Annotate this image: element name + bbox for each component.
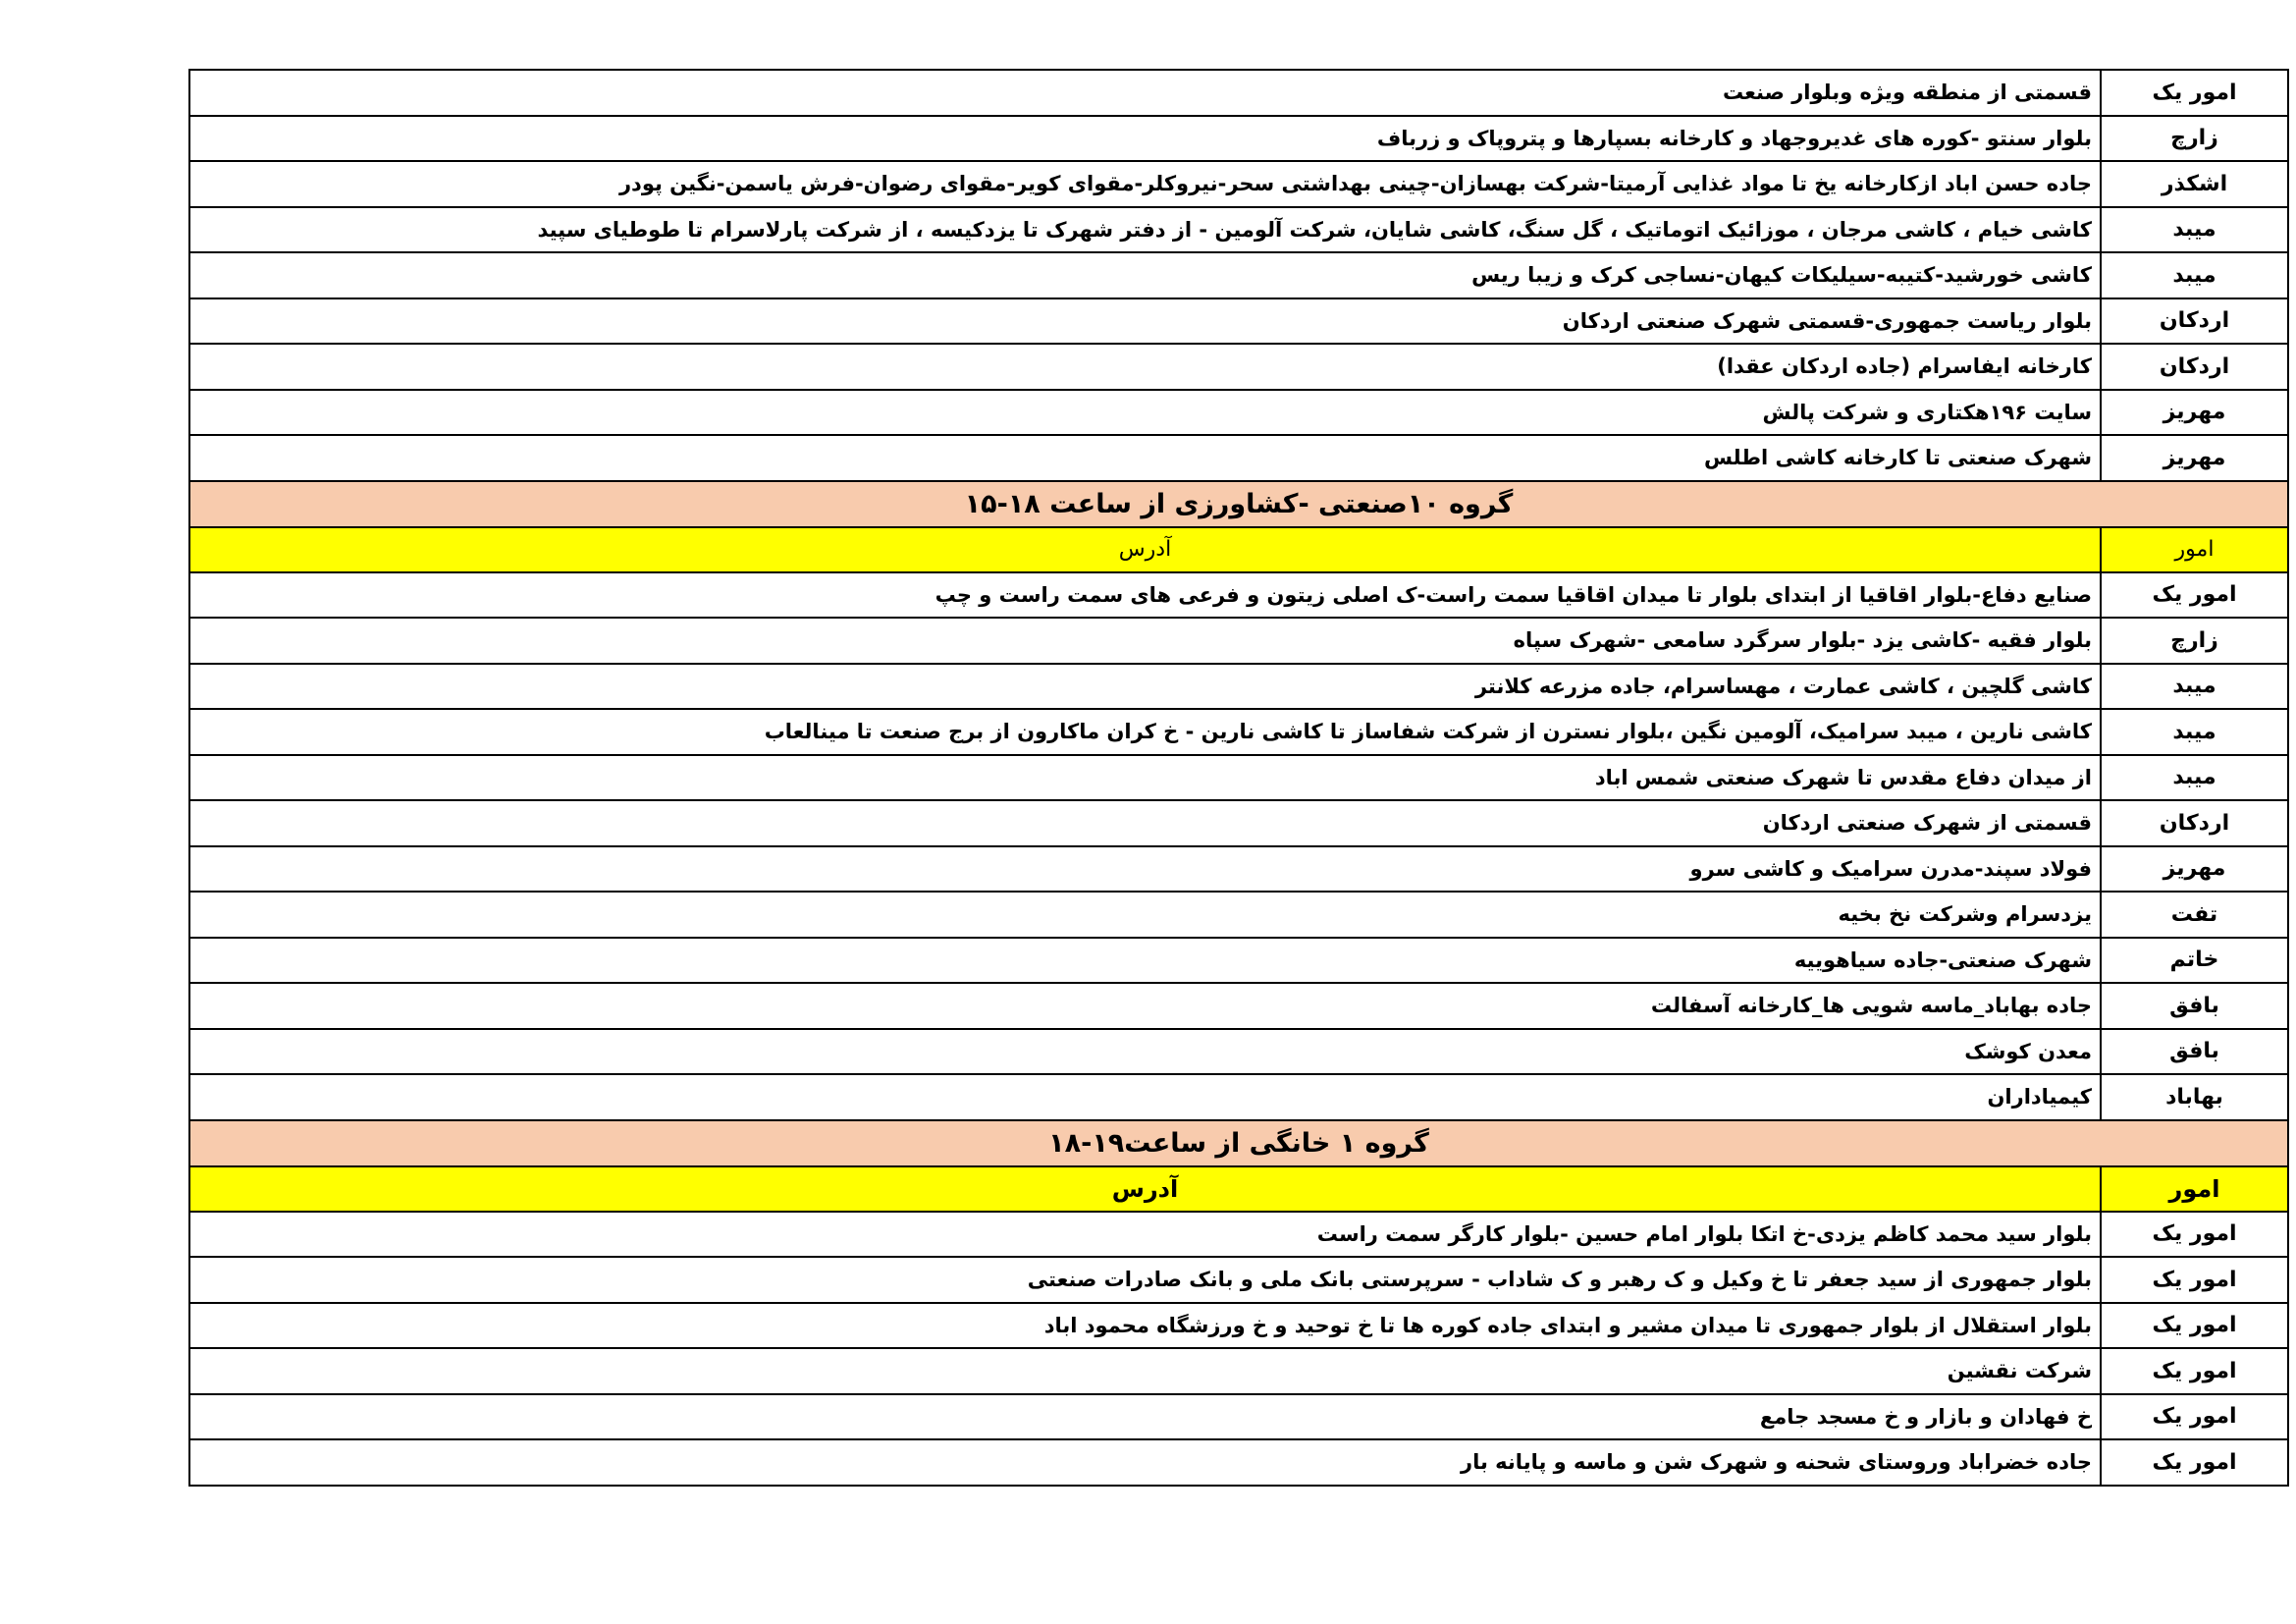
address-cell: جاده خضراباد وروستای شحنه و شهرک شن و ماسه و پایانه بار: [189, 1439, 2101, 1486]
table-row: [189, 664, 2288, 710]
region-cell: اردکان: [2101, 800, 2288, 846]
address-cell: بلوار استقلال از بلوار جمهوری تا میدان مشیر و ابتدای جاده کوره ها تا خ توحید و خ ورزشگاه محمود اباد: [189, 1303, 2101, 1349]
region-cell: بهاباد: [2101, 1074, 2288, 1120]
address-cell: بلوار جمهوری از سید جعفر تا خ وکیل و ک رهبر و ک شاداب - سرپرستی بانک ملی و بانک صادرات صنعتی: [189, 1257, 2101, 1303]
region-cell: بافق: [2101, 983, 2288, 1029]
region-cell: مهریز: [2101, 846, 2288, 893]
region-cell: میبد: [2101, 709, 2288, 755]
table-row: [189, 390, 2288, 436]
region-cell: امور یک: [2101, 572, 2288, 619]
table-row: [189, 252, 2288, 298]
region-cell: میبد: [2101, 664, 2288, 710]
region-cell: زارچ: [2101, 116, 2288, 162]
table-row: [189, 298, 2288, 345]
address-cell: کاشی خیام ، کاشی مرجان ، موزائیک اتوماتیک ، گل سنگ، کاشی شایان، شرکت آلومین - از دفتر شهرک تا یزدکیسه ، از شرکت پارلاسرام تا طوطیای سپید: [189, 207, 2101, 253]
address-cell: کاشی گلچین ، کاشی عمارت ، مهساسرام، جاده مزرعه کلانتر: [189, 664, 2101, 710]
table-row: [189, 1348, 2288, 1394]
table-row: [189, 435, 2288, 481]
region-cell: اشکذر: [2101, 161, 2288, 207]
group-title: گروه ۱ خانگی از ساعت۱۹-۱۸: [189, 1120, 2288, 1166]
table-row: [189, 1394, 2288, 1440]
table-row: [189, 618, 2288, 664]
column-header-row: [189, 527, 2288, 572]
header-region: امور: [2101, 1166, 2288, 1212]
region-cell: تفت: [2101, 892, 2288, 938]
region-cell: امور یک: [2101, 1257, 2288, 1303]
region-cell: امور یک: [2101, 1348, 2288, 1394]
address-cell: قسمتی از شهرک صنعتی اردکان: [189, 800, 2101, 846]
address-cell: سایت ۱۹۶هکتاری و شرکت پالش: [189, 390, 2101, 436]
table-row: [189, 755, 2288, 801]
region-cell: اردکان: [2101, 344, 2288, 390]
address-cell: شهرک صنعتی تا کارخانه کاشی اطلس: [189, 435, 2101, 481]
address-cell: یزدسرام وشرکت نخ بخیه: [189, 892, 2101, 938]
table-row: [189, 207, 2288, 253]
address-cell: بلوار سید محمد کاظم یزدی-خ اتکا بلوار امام حسین -بلوار کارگر سمت راست: [189, 1212, 2101, 1258]
address-cell: خ فهادان و بازار و خ مسجد جامع: [189, 1394, 2101, 1440]
address-cell: شرکت نقشین: [189, 1348, 2101, 1394]
address-cell: بلوار ریاست جمهوری-قسمتی شهرک صنعتی اردکان: [189, 298, 2101, 345]
table-row: [189, 800, 2288, 846]
region-cell: مهریز: [2101, 390, 2288, 436]
region-cell: بافق: [2101, 1029, 2288, 1075]
table-row: [189, 70, 2288, 116]
table-row: [189, 1439, 2288, 1486]
table-row: [189, 572, 2288, 619]
region-cell: میبد: [2101, 252, 2288, 298]
table-row: [189, 1029, 2288, 1075]
region-cell: میبد: [2101, 755, 2288, 801]
address-cell: کیمیاداران: [189, 1074, 2101, 1120]
table-row: [189, 116, 2288, 162]
address-cell: جاده بهاباد_ماسه شویی ها_کارخانه آسفالت: [189, 983, 2101, 1029]
address-cell: کاشی نارین ، میبد سرامیک، آلومین نگین ،بلوار نسترن از شرکت شفاساز تا کاشی نارین - خ کران ماکارون از برج صنعت تا مینالعاب: [189, 709, 2101, 755]
table-row: [189, 709, 2288, 755]
table-row: [189, 1303, 2288, 1349]
table-row: [189, 1074, 2288, 1120]
address-cell: بلوار سنتو -کوره های غدیروجهاد و کارخانه بسپارها و پتروپاک و زرباف: [189, 116, 2101, 162]
group-title: گروه ۱۰صنعتی -کشاورزی از ساعت ۱۸-۱۵: [189, 481, 2288, 527]
header-address: آدرس: [189, 527, 2101, 572]
region-cell: خاتم: [2101, 938, 2288, 984]
address-cell: قسمتی از منطقه ویژه وبلوار صنعت: [189, 70, 2101, 116]
address-cell: کاشی خورشید-کتیبه-سیلیکات کیهان-نساجی کرک و زیبا ریس: [189, 252, 2101, 298]
address-cell: شهرک صنعتی-جاده سیاهوییه: [189, 938, 2101, 984]
region-cell: امور یک: [2101, 1439, 2288, 1486]
table-row: [189, 983, 2288, 1029]
table-row: [189, 344, 2288, 390]
region-cell: امور یک: [2101, 1303, 2288, 1349]
address-cell: بلوار فقیه -کاشی یزد -بلوار سرگرد سامعی -شهرک سپاه: [189, 618, 2101, 664]
address-cell: از میدان دفاع مقدس تا شهرک صنعتی شمس اباد: [189, 755, 2101, 801]
group-title-row: [189, 481, 2288, 527]
region-cell: مهریز: [2101, 435, 2288, 481]
region-cell: امور یک: [2101, 1212, 2288, 1258]
address-cell: فولاد سپند-مدرن سرامیک و کاشی سرو: [189, 846, 2101, 893]
region-cell: اردکان: [2101, 298, 2288, 345]
address-cell: کارخانه ایفاسرام (جاده اردکان عقدا): [189, 344, 2101, 390]
header-address: آدرس: [189, 1166, 2101, 1212]
table-row: [189, 1257, 2288, 1303]
region-cell: امور یک: [2101, 1394, 2288, 1440]
region-cell: زارچ: [2101, 618, 2288, 664]
table-row: [189, 892, 2288, 938]
table-row: [189, 1212, 2288, 1258]
document: [188, 69, 2289, 1487]
header-region: امور: [2101, 527, 2288, 572]
region-cell: امور یک: [2101, 70, 2288, 116]
region-cell: میبد: [2101, 207, 2288, 253]
table-row: [189, 161, 2288, 207]
schedule-table: [188, 69, 2289, 1487]
address-cell: جاده حسن اباد ازکارخانه یخ تا مواد غذایی آرمیتا-شرکت بهسازان-چینی بهداشتی سحر-نیروکلر-مقوای کویر-مقوای رضوان-فرش یاسمن-نگین پودر: [189, 161, 2101, 207]
address-cell: معدن کوشک: [189, 1029, 2101, 1075]
group-title-row: [189, 1120, 2288, 1166]
table-row: [189, 938, 2288, 984]
table-row: [189, 846, 2288, 893]
address-cell: صنایع دفاع-بلوار اقاقیا از ابتدای بلوار تا میدان اقاقیا سمت راست-ک اصلی زیتون و فرعی های سمت راست و چپ: [189, 572, 2101, 619]
schedule-table-body: [189, 70, 2288, 1486]
column-header-row: [189, 1166, 2288, 1212]
